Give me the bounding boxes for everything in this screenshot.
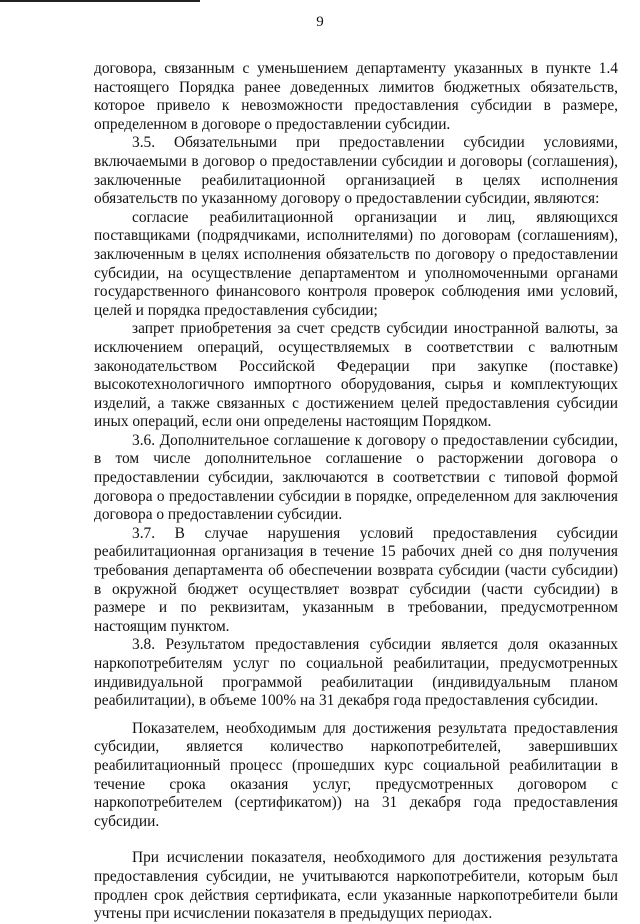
paragraph-3-5: 3.5. Обязательными при предоставлении субсидии условиями, включаемыми в договор о предоставлении субсидии и договоры (соглашения), заключенные реабилитационной организацией в целях исполнения обязательств по указанному договору о предоставлении субсидии, являются: xyxy=(94,134,618,208)
paragraph-condition-consent: согласие реабилитационной организации и лиц, являющихся поставщиками (подрядчиками, исполнителями) по договорам (соглашениям), заключенным в целях исполнения обязательств по договору о предоставлении субсидии, на осуществление департаментом и уполномоченными органами государственного финансового контроля проверок соблюдения ими условий, целей и порядка предоставления субсидии; xyxy=(94,208,618,319)
document-body xyxy=(94,60,618,924)
paragraph-indicator: Показателем, необходимым для достижения результата предоставления субсидии, является количество наркопотребителей, завершивших реабилитационный процесс (прошедших курс социальной реабилитации в течение срока оказания услуг, предусмотренных договором с наркопотребителем (сертификатом)) на 31 декабря года предоставления субсидии. xyxy=(94,719,618,830)
paragraph-condition-currency-ban: запрет приобретения за счет средств субсидии иностранной валюты, за исключением операций, осуществляемых в соответствии с валютным законодательством Российской Федерации при закупке (поставке) высокотехнологичного импортного оборудования, сырья и комплектующих изделий, а также связанных с достижением целей предоставления субсидии иных операций, если они определены настоящим Порядком. xyxy=(94,320,618,431)
paragraph-3-7: 3.7. В случае нарушения условий предоставления субсидии реабилитационная организация в течение 15 рабочих дней со дня получения требования департамента об обеспечении возврата субсидии (части субсидии) в окружной бюджет осуществляет возврат субсидии (части субсидии) в размере и по реквизитам, указанным в требовании, предусмотренном настоящим пунктом. xyxy=(94,524,618,635)
paragraph-3-6: 3.6. Дополнительное соглашение к договору о предоставлении субсидии, в том числе дополнительное соглашение о расторжении договора о предоставлении субсидии, заключаются в соответствии с типовой формой договора о предоставлении субсидии в порядке, определенном для заключения договора о предоставлении субсидии. xyxy=(94,431,618,524)
paragraph-3-8: 3.8. Результатом предоставления субсидии является доля оказанных наркопотребителям услуг по социальной реабилитации, предусмотренных индивидуальной программой реабилитации (индивидуальным планом реабилитации), в объеме 100% на 31 декабря года предоставления субсидии. xyxy=(94,636,618,710)
paragraph-continuation: договора, связанным с уменьшением департаменту указанных в пункте 1.4 настоящего Порядка ранее доведенных лимитов бюджетных обязательств, которое привело к невозможности предоставления субсидии в размере, определенном в договоре о предоставлении субсидии. xyxy=(94,60,618,133)
page-number: 9 xyxy=(316,14,324,30)
top-rule xyxy=(0,0,200,2)
paragraph-indicator-exclusion: При исчислении показателя, необходимого для достижения результата предоставления субсидии, не учитываются наркопотребители, которым был продлен срок действия сертификата, если указанные наркопотребители были учтены при исчислении показателя в предыдущих периодах. xyxy=(94,849,618,923)
